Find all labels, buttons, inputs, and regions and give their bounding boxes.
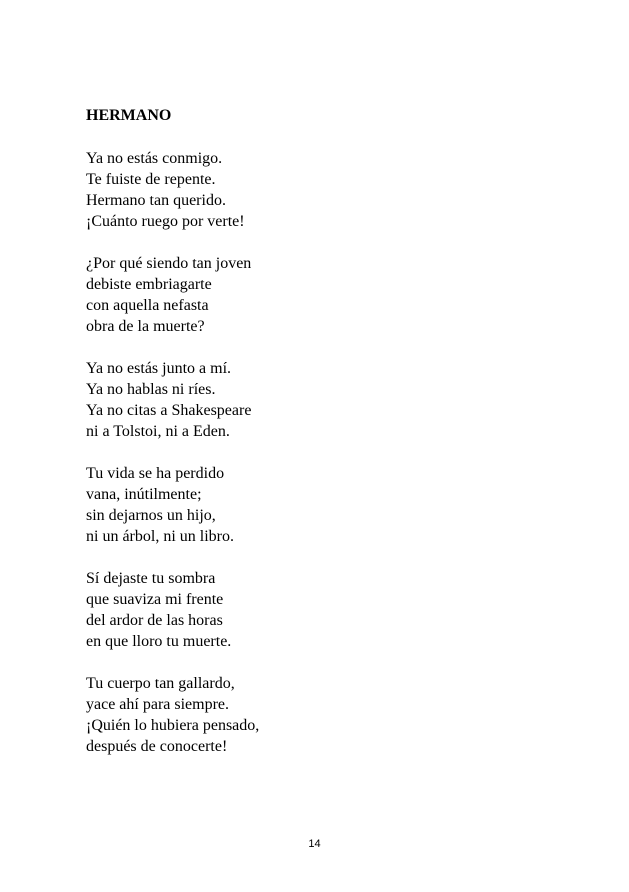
verse: Tu cuerpo tan gallardo, [86, 675, 235, 692]
poem [86, 106, 566, 778]
stanza-2 [86, 253, 566, 337]
verse: vana, inútilmente; [86, 486, 202, 503]
verse: después de conocerte! [86, 738, 228, 755]
stanza-4 [86, 463, 566, 547]
verse: Te fuiste de repente. [86, 171, 216, 188]
verse: ¿Por qué siendo tan joven [86, 255, 252, 272]
verse: en que lloro tu muerte. [86, 633, 232, 650]
page-number: 14 [308, 838, 321, 850]
verse: Ya no hablas ni ríes. [86, 381, 216, 398]
stanza-6 [86, 673, 566, 757]
verse: ni un árbol, ni un libro. [86, 528, 234, 545]
verse: yace ahí para siempre. [86, 696, 230, 713]
verse: ¡Cuánto ruego por verte! [86, 213, 245, 230]
verse: ni a Tolstoi, ni a Eden. [86, 423, 230, 440]
verse: que suaviza mi frente [86, 591, 224, 608]
stanza-5 [86, 568, 566, 652]
stanza-1 [86, 148, 566, 232]
poem-title: HERMANO [86, 107, 172, 124]
verse: obra de la muerte? [86, 318, 205, 335]
verse: Ya no estás junto a mí. [86, 360, 232, 377]
verse: del ardor de las horas [86, 612, 223, 629]
verse: Tu vida se ha perdido [86, 465, 225, 482]
verse: con aquella nefasta [86, 297, 209, 314]
verse: debiste embriagarte [86, 276, 212, 293]
verse: ¡Quién lo hubiera pensado, [86, 717, 260, 734]
verse: sin dejarnos un hijo, [86, 507, 216, 524]
stanza-3 [86, 358, 566, 442]
verse: Ya no estás conmigo. [86, 150, 223, 167]
verse: Hermano tan querido. [86, 192, 226, 209]
verse: Ya no citas a Shakespeare [86, 402, 252, 419]
verse: Sí dejaste tu sombra [86, 570, 216, 587]
